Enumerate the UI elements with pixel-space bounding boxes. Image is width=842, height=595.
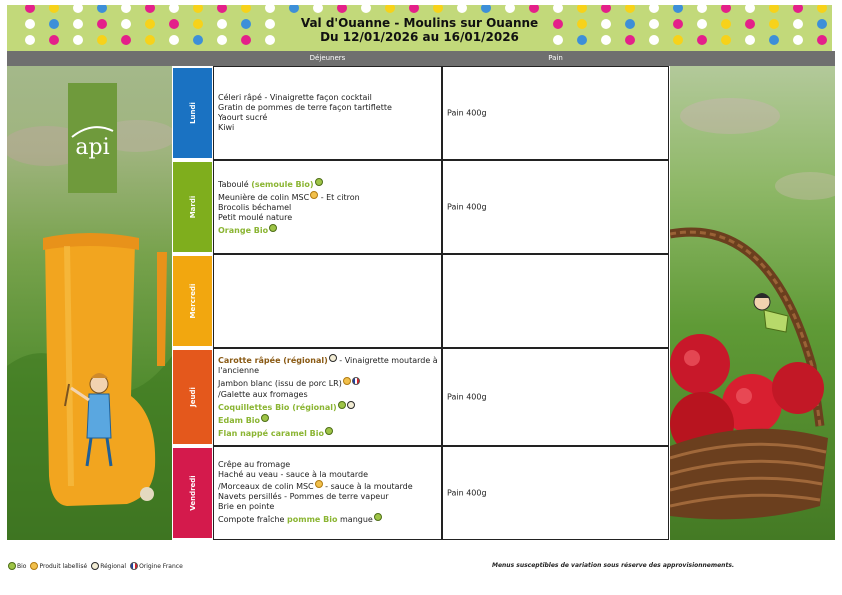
dish-line bbox=[218, 191, 438, 203]
dish-text: Navets persillés - Pommes de terre vapeur bbox=[218, 492, 389, 501]
dish-line bbox=[218, 460, 438, 470]
bread-cell-jeudi bbox=[442, 348, 669, 446]
dish-text: - Et citron bbox=[318, 193, 360, 202]
polka-dot bbox=[217, 5, 227, 13]
dish-text: Meunière de colin MSC bbox=[218, 193, 310, 202]
menu-title bbox=[7, 16, 832, 44]
dish-text: Petit moulé nature bbox=[218, 213, 293, 222]
day-tab-vendredi bbox=[172, 446, 213, 540]
polka-dot bbox=[265, 5, 275, 13]
dish-line bbox=[218, 414, 438, 426]
bio-icon bbox=[338, 401, 346, 409]
day-label: Mercredi bbox=[188, 283, 197, 319]
polka-dot bbox=[481, 5, 491, 13]
dish-text: Carotte râpée (régional) bbox=[218, 356, 328, 365]
dish-line bbox=[218, 390, 438, 400]
bread-text: Pain 400g bbox=[447, 392, 487, 402]
polka-dot bbox=[121, 5, 131, 13]
polka-dot bbox=[409, 5, 419, 13]
day-tab-jeudi bbox=[172, 348, 213, 446]
bio-icon bbox=[315, 178, 323, 186]
bread-cell-mardi bbox=[442, 160, 669, 254]
dish-text: Compote fraîche bbox=[218, 515, 288, 524]
lunch-cell-mercredi bbox=[213, 254, 442, 348]
polka-dot bbox=[529, 5, 539, 13]
polka-dot bbox=[385, 5, 395, 13]
dish-text: mangue bbox=[337, 515, 373, 524]
polka-dot bbox=[673, 5, 683, 13]
dish-text: /Galette aux fromages bbox=[218, 390, 308, 399]
polka-dot bbox=[649, 5, 659, 13]
lunch-cell-jeudi bbox=[213, 348, 442, 446]
polka-dot bbox=[505, 5, 515, 13]
dish-text: (régional) bbox=[292, 403, 337, 412]
polka-dot bbox=[769, 5, 779, 13]
polka-dot bbox=[817, 5, 827, 13]
legend-item-label bbox=[30, 562, 87, 570]
polka-dot bbox=[433, 5, 443, 13]
legend-item-regional bbox=[91, 562, 126, 570]
france-flag-icon bbox=[130, 562, 138, 570]
polka-dot bbox=[49, 5, 59, 13]
day-color-strip bbox=[173, 68, 212, 158]
bread-cell-vendredi bbox=[442, 446, 669, 540]
regional-icon bbox=[91, 562, 99, 570]
polka-dot bbox=[577, 5, 587, 13]
dish-text: Crêpe au fromage bbox=[218, 460, 291, 469]
bio-icon bbox=[261, 414, 269, 422]
dish-line bbox=[218, 354, 438, 376]
polka-dot bbox=[457, 5, 467, 13]
label-icon bbox=[310, 191, 318, 199]
dish-line bbox=[218, 123, 438, 133]
polka-dot bbox=[721, 5, 731, 13]
bio-icon bbox=[8, 562, 16, 570]
polka-dot bbox=[697, 5, 707, 13]
dish-text: Yaourt sucré bbox=[218, 113, 268, 122]
dish-list bbox=[218, 354, 438, 440]
dish-text: Kiwi bbox=[218, 123, 235, 132]
boot-photo bbox=[7, 66, 172, 540]
dish-line bbox=[218, 492, 438, 502]
legend-item-bio bbox=[8, 562, 26, 570]
polka-dot bbox=[553, 5, 563, 13]
regional-icon bbox=[347, 401, 355, 409]
dish-line bbox=[218, 470, 438, 480]
dish-text: Brie en pointe bbox=[218, 502, 275, 511]
legend-label: Produit labellisé bbox=[39, 562, 88, 570]
day-color-strip bbox=[173, 162, 212, 252]
polka-dot bbox=[25, 5, 35, 13]
dish-line bbox=[218, 224, 438, 236]
dish-list bbox=[218, 460, 438, 526]
api-logo-text: api bbox=[75, 135, 110, 160]
dish-line bbox=[218, 178, 438, 190]
day-label: Vendredi bbox=[188, 475, 197, 511]
polka-dot bbox=[601, 5, 611, 13]
dish-text: Jambon blanc (issu de porc LR) bbox=[218, 379, 342, 388]
dish-line bbox=[218, 203, 438, 213]
dish-text: pomme Bio bbox=[287, 515, 338, 524]
polka-dot bbox=[361, 5, 371, 13]
day-label: Lundi bbox=[188, 102, 197, 124]
polka-dot bbox=[241, 5, 251, 13]
bread-text: Pain 400g bbox=[447, 202, 487, 212]
dish-line bbox=[218, 401, 438, 413]
france-flag-icon bbox=[352, 377, 360, 385]
dish-line bbox=[218, 502, 438, 512]
dish-text: - Vinaigrette moutarde à l'ancienne bbox=[218, 356, 438, 375]
day-label: Jeudi bbox=[188, 387, 197, 407]
day-tab-mardi bbox=[172, 160, 213, 254]
day-color-strip bbox=[173, 448, 212, 538]
bread-cell-lundi bbox=[442, 66, 669, 160]
day-label: Mardi bbox=[188, 195, 197, 219]
day-color-strip bbox=[173, 256, 212, 346]
bread-text: Pain 400g bbox=[447, 108, 487, 118]
legend bbox=[8, 562, 187, 570]
dish-line bbox=[218, 93, 438, 103]
apple-basket-photo bbox=[670, 66, 835, 540]
polka-dot bbox=[313, 5, 323, 13]
label-icon bbox=[30, 562, 38, 570]
dish-text: Gratin de pommes de terre façon tartiflette bbox=[218, 103, 392, 112]
polka-dot bbox=[337, 5, 347, 13]
dish-line bbox=[218, 377, 438, 389]
dish-text: Flan nappé caramel Bio bbox=[218, 429, 324, 438]
polka-dot bbox=[289, 5, 299, 13]
dish-text: Brocolis béchamel bbox=[218, 203, 292, 212]
legend-label: Origine France bbox=[139, 562, 183, 570]
dish-text: Haché au veau - sauce à la moutarde bbox=[218, 470, 369, 479]
dish-line bbox=[218, 103, 438, 113]
column-header-lunch: Déjeuners bbox=[309, 54, 346, 62]
dish-line bbox=[218, 427, 438, 439]
bio-icon bbox=[374, 513, 382, 521]
dish-text: (semoule Bio) bbox=[251, 180, 314, 189]
menu-title-dates: Du 12/01/2026 au 16/01/2026 bbox=[320, 30, 519, 44]
column-header-bar bbox=[7, 51, 835, 66]
column-header-bread: Pain bbox=[548, 54, 563, 62]
label-icon bbox=[315, 480, 323, 488]
bread-text: Pain 400g bbox=[447, 488, 487, 498]
dish-text: Coquillettes Bio bbox=[218, 403, 293, 412]
polka-dot bbox=[73, 5, 83, 13]
polka-dot bbox=[793, 5, 803, 13]
dish-text: Céleri râpé - Vinaigrette façon cocktail bbox=[218, 93, 372, 102]
legend-label: Bio bbox=[17, 562, 27, 570]
polka-dot bbox=[625, 5, 635, 13]
legend-item-france bbox=[130, 562, 183, 570]
dish-list bbox=[218, 177, 438, 237]
dish-text: Orange Bio bbox=[218, 226, 269, 235]
footer-note: Menus susceptibles de variation sous réserve des approvisionnements. bbox=[492, 562, 735, 569]
polka-dot bbox=[145, 5, 155, 13]
apple-basket-illustration bbox=[670, 66, 835, 540]
dish-line bbox=[218, 113, 438, 123]
regional-icon bbox=[329, 354, 337, 362]
label-icon bbox=[343, 377, 351, 385]
dish-text: Taboulé bbox=[218, 180, 252, 189]
dish-list bbox=[218, 93, 438, 133]
bread-cell-mercredi bbox=[442, 254, 669, 348]
polka-dot bbox=[193, 5, 203, 13]
lunch-cell-vendredi bbox=[213, 446, 442, 540]
dish-text: /Morceaux de colin MSC bbox=[218, 482, 314, 491]
api-logo bbox=[68, 83, 117, 193]
legend-label: Régional bbox=[100, 562, 127, 570]
dish-line bbox=[218, 513, 438, 525]
day-tab-lundi bbox=[172, 66, 213, 160]
dish-text: - sauce à la moutarde bbox=[322, 482, 413, 491]
dish-text: Edam Bio bbox=[218, 416, 261, 425]
dish-line bbox=[218, 480, 438, 492]
dish-line bbox=[218, 213, 438, 223]
polka-dot bbox=[169, 5, 179, 13]
lunch-cell-lundi bbox=[213, 66, 442, 160]
day-color-strip bbox=[173, 350, 212, 444]
polka-dot bbox=[745, 5, 755, 13]
bio-icon bbox=[269, 224, 277, 232]
lunch-cell-mardi bbox=[213, 160, 442, 254]
day-tab-mercredi bbox=[172, 254, 213, 348]
menu-title-location: Val d'Ouanne - Moulins sur Ouanne bbox=[300, 16, 539, 30]
polka-dot bbox=[97, 5, 107, 13]
bio-icon bbox=[325, 427, 333, 435]
header-banner bbox=[7, 5, 832, 51]
